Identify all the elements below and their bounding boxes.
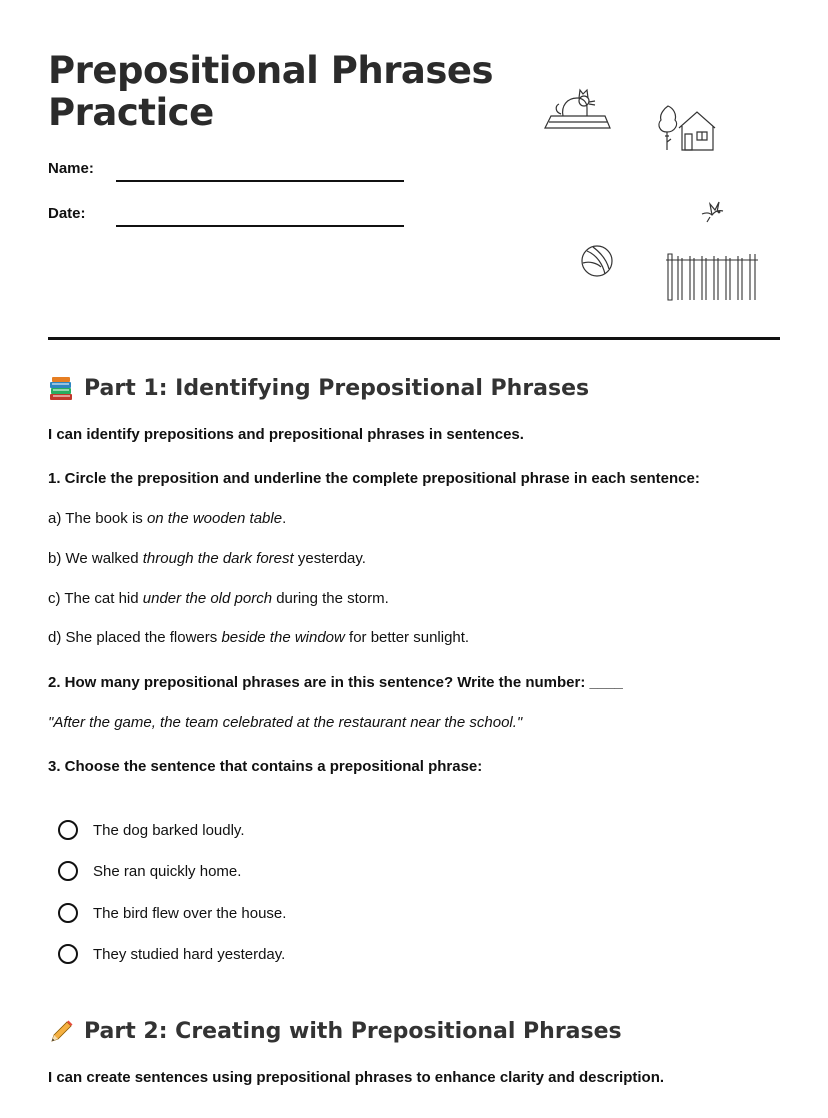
part2-heading — [48, 1019, 622, 1045]
radio-button[interactable] — [58, 820, 78, 840]
option-4[interactable] — [58, 944, 285, 964]
date-label: Date: — [48, 205, 86, 222]
name-field[interactable] — [116, 180, 404, 182]
option-label: They studied hard yesterday. — [93, 945, 286, 963]
date-field[interactable] — [116, 225, 404, 227]
sentence-text: during the storm. — [272, 590, 389, 607]
option-1[interactable] — [58, 820, 245, 840]
option-label: She ran quickly home. — [93, 862, 242, 880]
sentence-b — [48, 550, 366, 568]
radio-button[interactable] — [58, 861, 78, 881]
fence-icon — [664, 250, 760, 302]
option-3[interactable] — [58, 903, 286, 923]
sentence-text: b) We walked — [48, 550, 143, 567]
pencil-icon — [48, 1019, 74, 1045]
name-label: Name: — [48, 160, 94, 177]
prepositional-phrase: beside the window — [221, 629, 345, 646]
bird-icon — [699, 198, 725, 224]
radio-button[interactable] — [58, 903, 78, 923]
title-line-1: Prepositional Phrases — [48, 49, 494, 92]
option-2[interactable] — [58, 861, 241, 881]
q2-sentence: "After the game, the team celebrated at the restaurant near the school." — [48, 714, 523, 731]
cat-on-mat-icon — [543, 84, 613, 132]
part2-title: Part 2: Creating with Prepositional Phrases — [84, 1019, 622, 1044]
sentence-c — [48, 590, 389, 608]
part1-heading — [48, 376, 589, 402]
part2-objective: I can create sentences using prepositional phrases to enhance clarity and description. — [48, 1069, 665, 1086]
q3-prompt: 3. Choose the sentence that contains a prepositional phrase: — [48, 758, 483, 775]
sentence-text: c) The cat hid — [48, 590, 143, 607]
option-label: The bird flew over the house. — [93, 904, 287, 922]
sentence-a — [48, 510, 286, 528]
prepositional-phrase: under the old porch — [142, 590, 273, 607]
part1-objective: I can identify prepositions and prepositional phrases in sentences. — [48, 426, 524, 443]
ball-icon — [579, 243, 615, 279]
option-label: The dog barked loudly. — [93, 821, 245, 839]
title-line-2: Practice — [48, 91, 214, 134]
sentence-text: a) The book is — [48, 510, 147, 527]
prepositional-phrase: through the dark forest — [142, 550, 294, 567]
sentence-d — [48, 629, 469, 647]
radio-button[interactable] — [58, 944, 78, 964]
page-title — [48, 50, 493, 134]
section-divider — [48, 337, 780, 340]
sentence-text: . — [282, 510, 287, 527]
tree-house-icon — [655, 102, 719, 154]
q1-prompt: 1. Circle the preposition and underline the complete prepositional phrase in each sentence: — [48, 470, 700, 487]
sentence-text: yesterday. — [293, 550, 366, 567]
sentence-text: d) She placed the flowers — [48, 629, 222, 646]
books-icon — [48, 376, 74, 402]
part1-title: Part 1: Identifying Prepositional Phrases — [84, 376, 590, 401]
sentence-text: for better sunlight. — [344, 629, 470, 646]
prepositional-phrase: on the wooden table — [146, 510, 283, 527]
q2-prompt: 2. How many prepositional phrases are in this sentence? Write the number: ____ — [48, 674, 623, 691]
